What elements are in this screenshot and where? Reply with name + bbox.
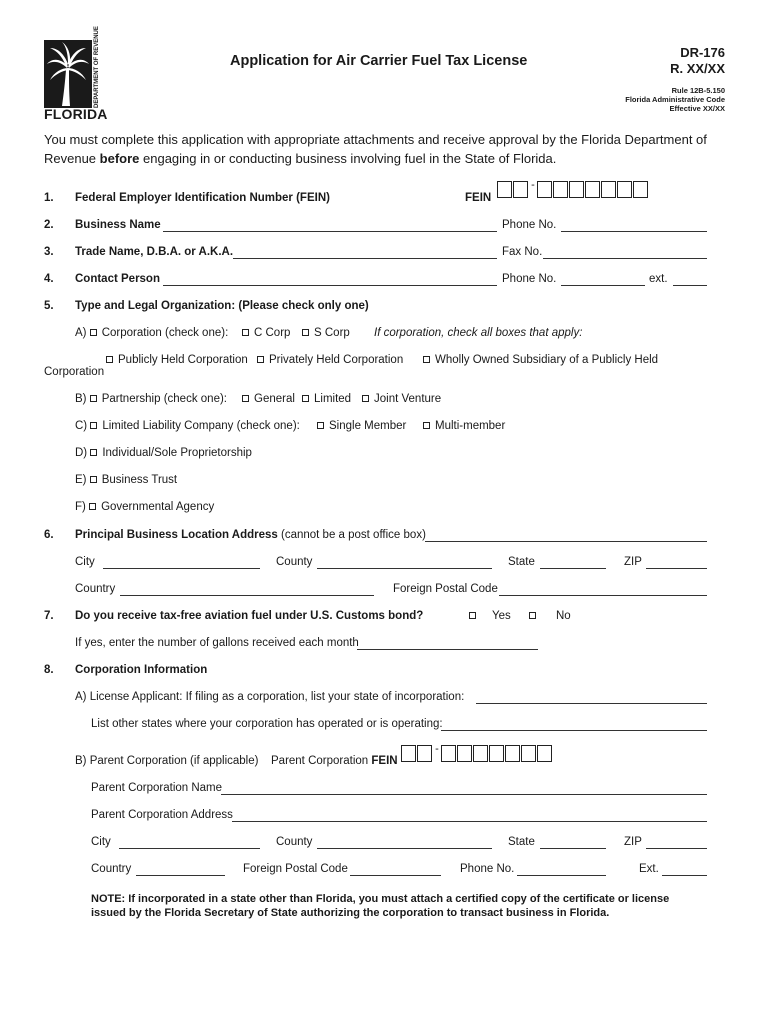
parent-fein-digit-box[interactable] [473, 745, 488, 762]
general-label: General [254, 393, 295, 405]
single-member-label: Single Member [329, 420, 407, 432]
limited-label: Limited [314, 393, 352, 405]
fein-digit-box[interactable] [601, 181, 616, 198]
q8-postal-label: Foreign Postal Code [243, 863, 348, 875]
trade-name-field[interactable] [233, 258, 497, 259]
q4-label: Contact Person [75, 273, 160, 285]
q8-country-label: Country [91, 863, 132, 875]
q5-b-row [75, 393, 227, 405]
contact-ext-field[interactable] [673, 285, 707, 286]
general-option[interactable] [242, 393, 295, 405]
q6-number: 6. [44, 529, 54, 541]
fein-digit-box[interactable] [569, 181, 584, 198]
contact-person-field[interactable] [163, 285, 497, 286]
q8-country-field[interactable] [136, 875, 225, 876]
yes-option[interactable] [469, 610, 511, 622]
s-corp-label: S Corp [314, 327, 350, 339]
fein-digit-box[interactable] [617, 181, 632, 198]
q8-zip-field[interactable] [646, 848, 707, 849]
logo [44, 26, 108, 122]
logo-text: FLORIDA [44, 106, 108, 122]
parent-fein-dash: - [435, 743, 439, 755]
gallons-label: If yes, enter the number of gallons received each month [75, 637, 359, 649]
q5-c-prefix: C) [75, 420, 88, 432]
llc-label: Limited Liability Company (check one): [102, 420, 300, 432]
q6-zip-label: ZIP [624, 556, 642, 568]
parent-address-field[interactable] [232, 821, 707, 822]
q6-country-field[interactable] [120, 595, 374, 596]
form-title: Application for Air Carrier Fuel Tax License [230, 53, 528, 69]
business-phone-field[interactable] [561, 231, 707, 232]
other-states-field[interactable] [441, 730, 707, 731]
parent-fein-digit-box[interactable] [417, 745, 432, 762]
q8-county-field[interactable] [317, 848, 492, 849]
publicly-held-checkbox[interactable] [106, 356, 113, 363]
joint-venture-option[interactable] [362, 393, 441, 405]
form-number: DR-176 [680, 45, 725, 60]
parent-fein-digit-box[interactable] [505, 745, 520, 762]
q8-postal-field[interactable] [350, 875, 441, 876]
limited-checkbox[interactable] [302, 395, 309, 402]
principal-address-field[interactable] [425, 541, 707, 542]
other-states-label: List other states where your corporation has operated or is operating: [91, 718, 443, 730]
q2-label: Business Name [75, 219, 161, 231]
incorporation-note-line-1: NOTE: If incorporated in a state other than Florida, you must attach a certified copy of the certificate or license [91, 893, 670, 905]
fein-digit-box[interactable] [537, 181, 552, 198]
q2-number: 2. [44, 219, 54, 231]
parent-corporation-label: B) Parent Corporation (if applicable) [75, 755, 259, 767]
palm-tree-icon [44, 40, 92, 108]
q8-phone-field[interactable] [517, 875, 606, 876]
q6-county-field[interactable] [317, 568, 492, 569]
fein-dash: - [531, 179, 535, 191]
parent-fein-digit-box[interactable] [521, 745, 536, 762]
q8-number: 8. [44, 664, 54, 676]
intro-line-1: You must complete this application with appropriate attachments and receive approval by the Florida Department of [44, 132, 707, 147]
q7-number: 7. [44, 610, 54, 622]
q4-phone-label: Phone No. [502, 273, 557, 285]
parent-name-field[interactable] [221, 794, 707, 795]
fein-digit-box[interactable] [585, 181, 600, 198]
limited-option[interactable] [302, 393, 351, 405]
q4-number: 4. [44, 273, 54, 285]
parent-fein-label-text: Parent Corporation [271, 755, 372, 767]
state-of-incorporation-field[interactable] [476, 703, 707, 704]
intro-before: before [99, 151, 140, 166]
q6-postal-label: Foreign Postal Code [393, 583, 498, 595]
fax-field[interactable] [543, 258, 707, 259]
governmental-agency-checkbox[interactable] [89, 503, 96, 510]
business-name-field[interactable] [163, 231, 497, 232]
q6-state-label: State [508, 556, 535, 568]
admin-code-text: Florida Administrative Code [625, 95, 725, 104]
form-revision: R. XX/XX [670, 61, 725, 76]
publicly-held-option[interactable] [106, 354, 248, 366]
fein-digit-box[interactable] [497, 181, 512, 198]
s-corp-option[interactable] [302, 327, 350, 339]
wholly-owned-continuation: Corporation [44, 366, 105, 378]
c-corp-option[interactable] [242, 327, 290, 339]
partnership-label: Partnership (check one): [101, 393, 227, 405]
q5-a-row [75, 327, 228, 339]
q8-city-field[interactable] [119, 848, 260, 849]
q8-state-label: State [508, 836, 535, 848]
fein-input[interactable] [497, 181, 649, 198]
q3-number: 3. [44, 246, 54, 258]
joint-venture-label: Joint Venture [374, 393, 442, 405]
no-option[interactable] [529, 610, 571, 622]
q5-number: 5. [44, 300, 54, 312]
fein-label: FEIN [465, 192, 492, 204]
c-corp-label: C Corp [254, 327, 291, 339]
q6-zip-field[interactable] [646, 568, 707, 569]
business-trust-option[interactable] [75, 474, 177, 486]
intro-line-2 [44, 151, 556, 166]
general-checkbox[interactable] [242, 395, 249, 402]
q6-state-field[interactable] [540, 568, 606, 569]
c-corp-checkbox[interactable] [242, 329, 249, 336]
sole-proprietorship-checkbox[interactable] [90, 449, 97, 456]
parent-name-label: Parent Corporation Name [91, 782, 223, 794]
parent-fein-label [271, 755, 398, 767]
q3-fax-label: Fax No. [502, 246, 543, 258]
q8-phone-label: Phone No. [460, 863, 515, 875]
q6-label-note: (cannot be a post office box) [277, 529, 426, 541]
parent-fein-digit-box[interactable] [457, 745, 472, 762]
q8-county-label: County [276, 836, 313, 848]
q6-label-bold: Principal Business Location Address [75, 529, 278, 541]
multi-member-checkbox[interactable] [423, 422, 430, 429]
parent-fein-digit-box[interactable] [537, 745, 552, 762]
parent-fein-input[interactable] [401, 745, 553, 762]
q8-ext-label: Ext. [639, 863, 659, 875]
partnership-checkbox[interactable] [90, 395, 97, 402]
joint-venture-checkbox[interactable] [362, 395, 369, 402]
sole-proprietorship-label: Individual/Sole Proprietorship [102, 447, 252, 459]
parent-fein-label-bold: FEIN [371, 755, 398, 767]
incorporation-note-line-2: issued by the Florida Secretary of State authorizing the corporation to transact business in Florida. [91, 907, 610, 919]
q6-city-label: City [75, 556, 95, 568]
q7-label: Do you receive tax-free aviation fuel under U.S. Customs bond? [75, 610, 424, 622]
q5-b-prefix: B) [75, 393, 87, 405]
multi-member-label: Multi-member [435, 420, 506, 432]
wholly-owned-label: Wholly Owned Subsidiary of a Publicly Held [435, 354, 659, 366]
q6-city-field[interactable] [103, 568, 260, 569]
q8-zip-label: ZIP [624, 836, 642, 848]
parent-fein-digit-box[interactable] [489, 745, 504, 762]
gallons-field[interactable] [357, 649, 538, 650]
fein-digit-box[interactable] [633, 181, 648, 198]
q8-label: Corporation Information [75, 664, 208, 676]
sole-proprietorship-option[interactable] [75, 447, 252, 459]
privately-held-label: Privately Held Corporation [269, 354, 404, 366]
no-checkbox[interactable] [529, 612, 536, 619]
q5-e-prefix: E) [75, 474, 87, 486]
license-applicant-label: A) License Applicant: If filing as a corporation, list your state of incorporation: [75, 691, 465, 703]
single-member-checkbox[interactable] [317, 422, 324, 429]
governmental-agency-label: Governmental Agency [101, 501, 215, 513]
governmental-agency-option[interactable] [75, 501, 214, 513]
wholly-owned-checkbox[interactable] [423, 356, 430, 363]
parent-fein-digit-box[interactable] [401, 745, 416, 762]
single-member-option[interactable] [317, 420, 406, 432]
multi-member-option[interactable] [423, 420, 505, 432]
q6-county-label: County [276, 556, 313, 568]
q8-state-field[interactable] [540, 848, 606, 849]
q5-c-row [75, 420, 300, 432]
corporation-checkbox[interactable] [90, 329, 97, 336]
parent-address-label: Parent Corporation Address [91, 809, 233, 821]
q5-f-prefix: F) [75, 501, 86, 513]
business-trust-checkbox[interactable] [90, 476, 97, 483]
fein-digit-box[interactable] [513, 181, 528, 198]
wholly-owned-option[interactable] [423, 354, 658, 366]
q3-label: Trade Name, D.B.A. or A.K.A. [75, 246, 234, 258]
business-trust-label: Business Trust [101, 474, 178, 486]
logo-side-text: DEPARTMENT OF REVENUE [94, 26, 100, 108]
publicly-held-label: Publicly Held Corporation [118, 354, 248, 366]
no-label: No [556, 610, 571, 622]
corporation-note: If corporation, check all boxes that apply: [374, 327, 583, 339]
privately-held-checkbox[interactable] [257, 356, 264, 363]
corporation-label: Corporation (check one): [101, 327, 229, 339]
q8-city-label: City [91, 836, 111, 848]
q6-label [75, 529, 426, 541]
fein-digit-box[interactable] [553, 181, 568, 198]
q5-a-prefix: A) [75, 327, 87, 339]
q6-country-label: Country [75, 583, 116, 595]
q5-d-prefix: D) [75, 447, 88, 459]
q1-number: 1. [44, 192, 54, 204]
parent-fein-digit-box[interactable] [441, 745, 456, 762]
q2-phone-label: Phone No. [502, 219, 557, 231]
yes-label: Yes [492, 610, 511, 622]
intro-line-2-end: engaging in or conducting business involving fuel in the State of Florida. [139, 151, 557, 166]
rule-text: Rule 12B-5.150 [671, 86, 725, 95]
privately-held-option[interactable] [257, 354, 403, 366]
intro-line-2-start: Revenue [44, 151, 100, 166]
effective-text: Effective XX/XX [669, 104, 725, 113]
s-corp-checkbox[interactable] [302, 329, 309, 336]
q5-label: Type and Legal Organization: (Please check only one) [75, 300, 369, 312]
q8-ext-field[interactable] [662, 875, 707, 876]
q6-postal-field[interactable] [499, 595, 707, 596]
q4-ext-label: ext. [649, 273, 668, 285]
yes-checkbox[interactable] [469, 612, 476, 619]
q1-label: Federal Employer Identification Number (FEIN) [75, 192, 330, 204]
contact-phone-field[interactable] [561, 285, 645, 286]
llc-checkbox[interactable] [90, 422, 97, 429]
